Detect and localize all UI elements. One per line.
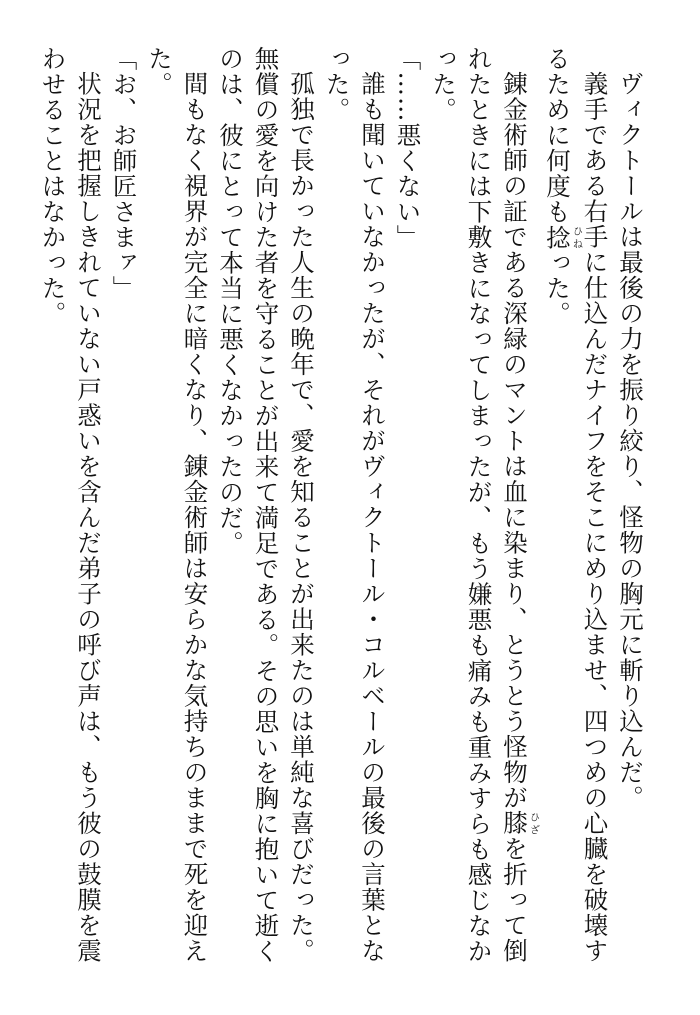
paragraph-5: 孤独で長かった人生の晩年で、愛を知ることが出来たのは単純な喜びだった。無償の愛を向けた者を守ることが出来て満足である。その思いを胸に抱いて逝くのは、彼にとって本当に悪くなかったのだ。 <box>216 46 316 964</box>
paragraph-2 <box>540 46 613 986</box>
ruby-base-hiza: 膝 <box>500 810 529 836</box>
paragraph-4: 誰も聞いていなかったが、それがヴィクトール・コルベールの最後の言葉となった。 <box>322 46 387 963</box>
paragraph-2-text: 義手である右手に仕込んだナイフをそこにめり込ませ、四つめの心臓を破壊するために何度も <box>543 46 610 963</box>
dialogue-1: 「……悪くない」 <box>393 46 423 250</box>
ruby-reading-hine: ひね <box>570 224 583 250</box>
ruby-base-hine: 捻 <box>543 224 572 250</box>
ruby-hine <box>543 224 583 251</box>
paragraph-3 <box>426 46 540 986</box>
ruby-reading-hiza: ひざ <box>527 810 540 836</box>
paragraph-6: 間もなく視界が完全に暗くなり、錬金術師は安らかな気持ちのままで死を迎えた。 <box>145 46 210 963</box>
paragraph-7: 状況を把握しきれていない戸惑いを含んだ弟子の呼び声は、もう彼の鼓膜を震わせることはなかった。 <box>38 46 103 963</box>
vertical-text-body <box>38 46 648 986</box>
dialogue-2: 「お、お師匠さまァ」 <box>109 46 139 301</box>
paragraph-3-tail: を折って倒れたときには下敷きになってしまったが、もう嫌悪も痛みも重みすらも感じなかった。 <box>429 46 529 964</box>
ruby-hiza <box>500 810 540 836</box>
paragraph-2-tail: った。 <box>543 250 572 327</box>
paragraph-1: ヴィクトールは最後の力を振り絞り、怪物の胸元に斬り込んだ。 <box>616 70 645 810</box>
paragraph-3-text: 錬金術師の証である深緑のマントは血に染まり、とうとう怪物が <box>500 70 529 810</box>
